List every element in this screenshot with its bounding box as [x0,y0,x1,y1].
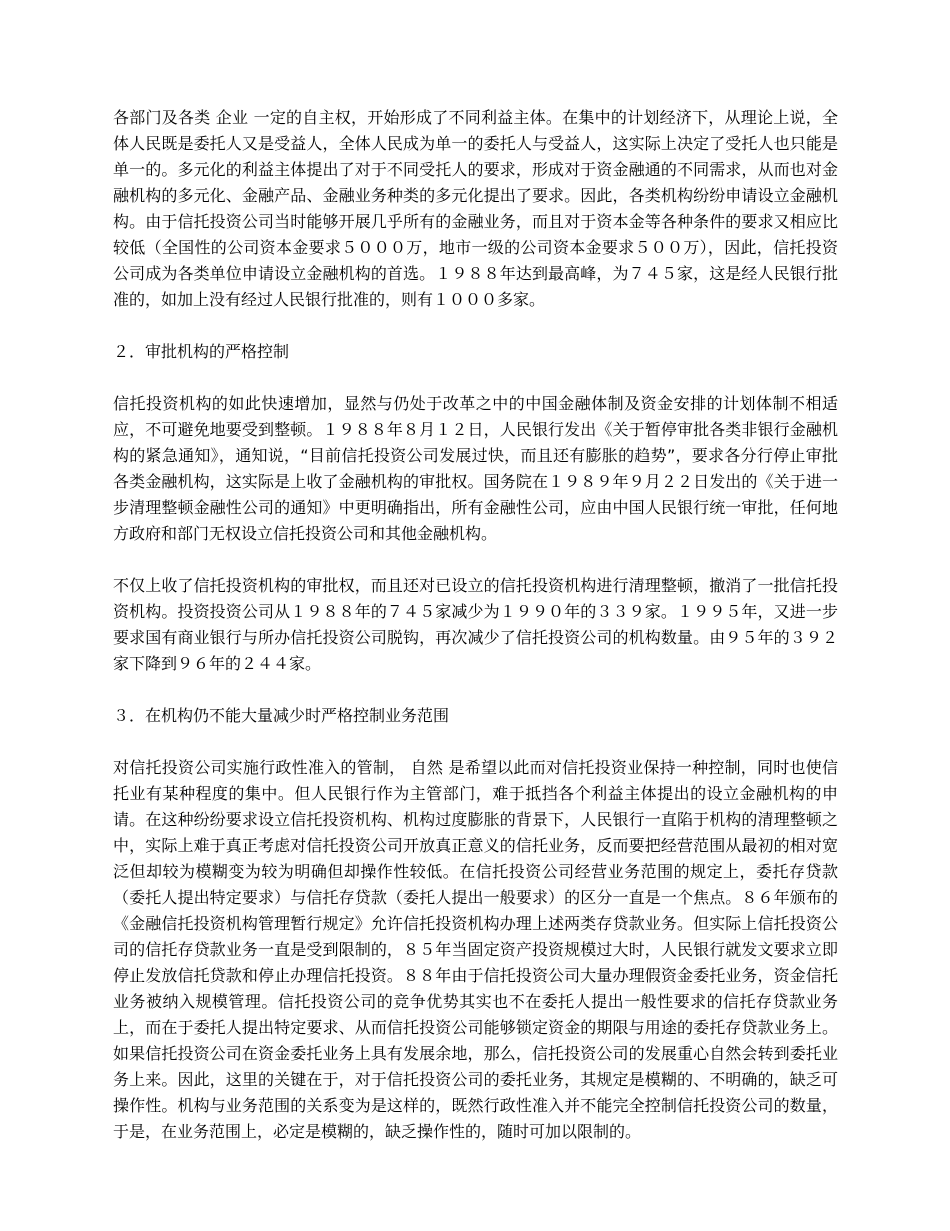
paragraph-intro: 各部门及各类 企业 一定的自主权，开始形成了不同利益主体。在集中的计划经济下，从理论上说，全体人民既是委托人又是受益人，全体人民成为单一的委托人与受益人，这实际上决定了受托人也只能是单一的。多元化的利益主体提出了对于不同受托人的要求，形成对于资金融通的不同需求，从而也对金融机构的多元化、金融产品、金融业务种类的多元化提出了要求。因此，各类机构纷纷申请设立金融机构。由于信托投资公司当时能够开展几乎所有的金融业务，而且对于资本金等各种条件的要求又相应比较低（全国性的公司资本金要求５０００万，地市一级的公司资本金要求５００万），因此，信托投资公司成为各类单位申请设立金融机构的首选。１９８８年达到最高峰，为７４５家，这是经人民银行批准的，如加上没有经过人民银行批准的，则有１０００多家。 [113,108,838,309]
paragraph-approval-control: 信托投资机构的如此快速增加，显然与仍处于改革之中的中国金融体制及资金安排的计划体制不相适应，不可避免地要受到整顿。１９８８年８月１２日，人民银行发出《关于暂停审批各类非银行金融机构的紧急通知》，通知说，“目前信托投资公司发展过快，而且还有膨胀的趋势”，要求各分行停止审批各类金融机构，这实际是上收了金融机构的审批权。国务院在１９８９年９月２２日发出的《关于进一步清理整顿金融性公司的通知》中更明确指出，所有金融性公司，应由中国人民银行统一审批，任何地方政府和部门无权设立信托投资公司和其他金融机构。 [113,394,838,543]
paragraph-business-scope: 对信托投资公司实施行政性准入的管制， 自然 是希望以此而对信托投资业保持一种控制，同时也使信托业有某种程度的集中。但人民银行作为主管部门，难于抵挡各个利益主体提出的设立金融机构的申请。在这种纷纷要求设立信托投资机构、机构过度膨胀的背景下，人民银行一直陷于机构的清理整顿之中，实际上难于真正考虑对信托投资公司开放真正意义的信托业务，反而要把经营范围从最初的相对宽泛但却较为模糊变为较为明确但却操作性较低。在信托投资公司经营业务范围的规定上，委托存贷款（委托人提出特定要求）与信托存贷款（委托人提出一般要求）的区分一直是一个焦点。８６年颁布的《金融信托投资机构管理暂行规定》允许信托投资机构办理上述两类存贷款业务。但实际上信托投资公司的信托存贷款业务一直是受到限制的，８５年当固定资产投资规模过大时，人民银行就发文要求立即停止发放信托贷款和停止办理信托投资。８８年由于信托投资公司大量办理假资金委托业务，资金信托业务被纳入规模管理。信托投资公司的竞争优势其实也不在委托人提出一般性要求的信托存贷款业务上，而在于委托人提出特定要求、从而信托投资公司能够锁定资金的期限与用途的委托存贷款业务上。如果信托投资公司在资金委托业务上具有发展余地，那么，信托投资公司的发展重心自然会转到委托业务上来。因此，这里的关键在于，对于信托投资公司的委托业务，其规定是模糊的、不明确的，缺乏可操作性。机构与业务范围的关系变为是这样的，既然行政性准入并不能完全控制信托投资公司的数量，于是，在业务范围上，必定是模糊的，缺乏操作性的，随时可加以限制的。 [113,758,838,1141]
section-heading-3: ３．在机构仍不能大量减少时严格控制业务范围 [113,706,450,725]
section-heading-2: ２．审批机构的严格控制 [113,342,290,361]
paragraph-cleanup: 不仅上收了信托投资机构的审批权，而且还对已设立的信托投资机构进行清理整顿，撤消了一批信托投资机构。投资投资公司从１９８８年的７４５家减少为１９９０年的３３９家。１９９５年，又进一步要求国有商业银行与所办信托投资公司脱钩，再次减少了信托投资公司的机构数量。由９５年的３９２家下降到９６年的２４４家。 [113,576,838,673]
